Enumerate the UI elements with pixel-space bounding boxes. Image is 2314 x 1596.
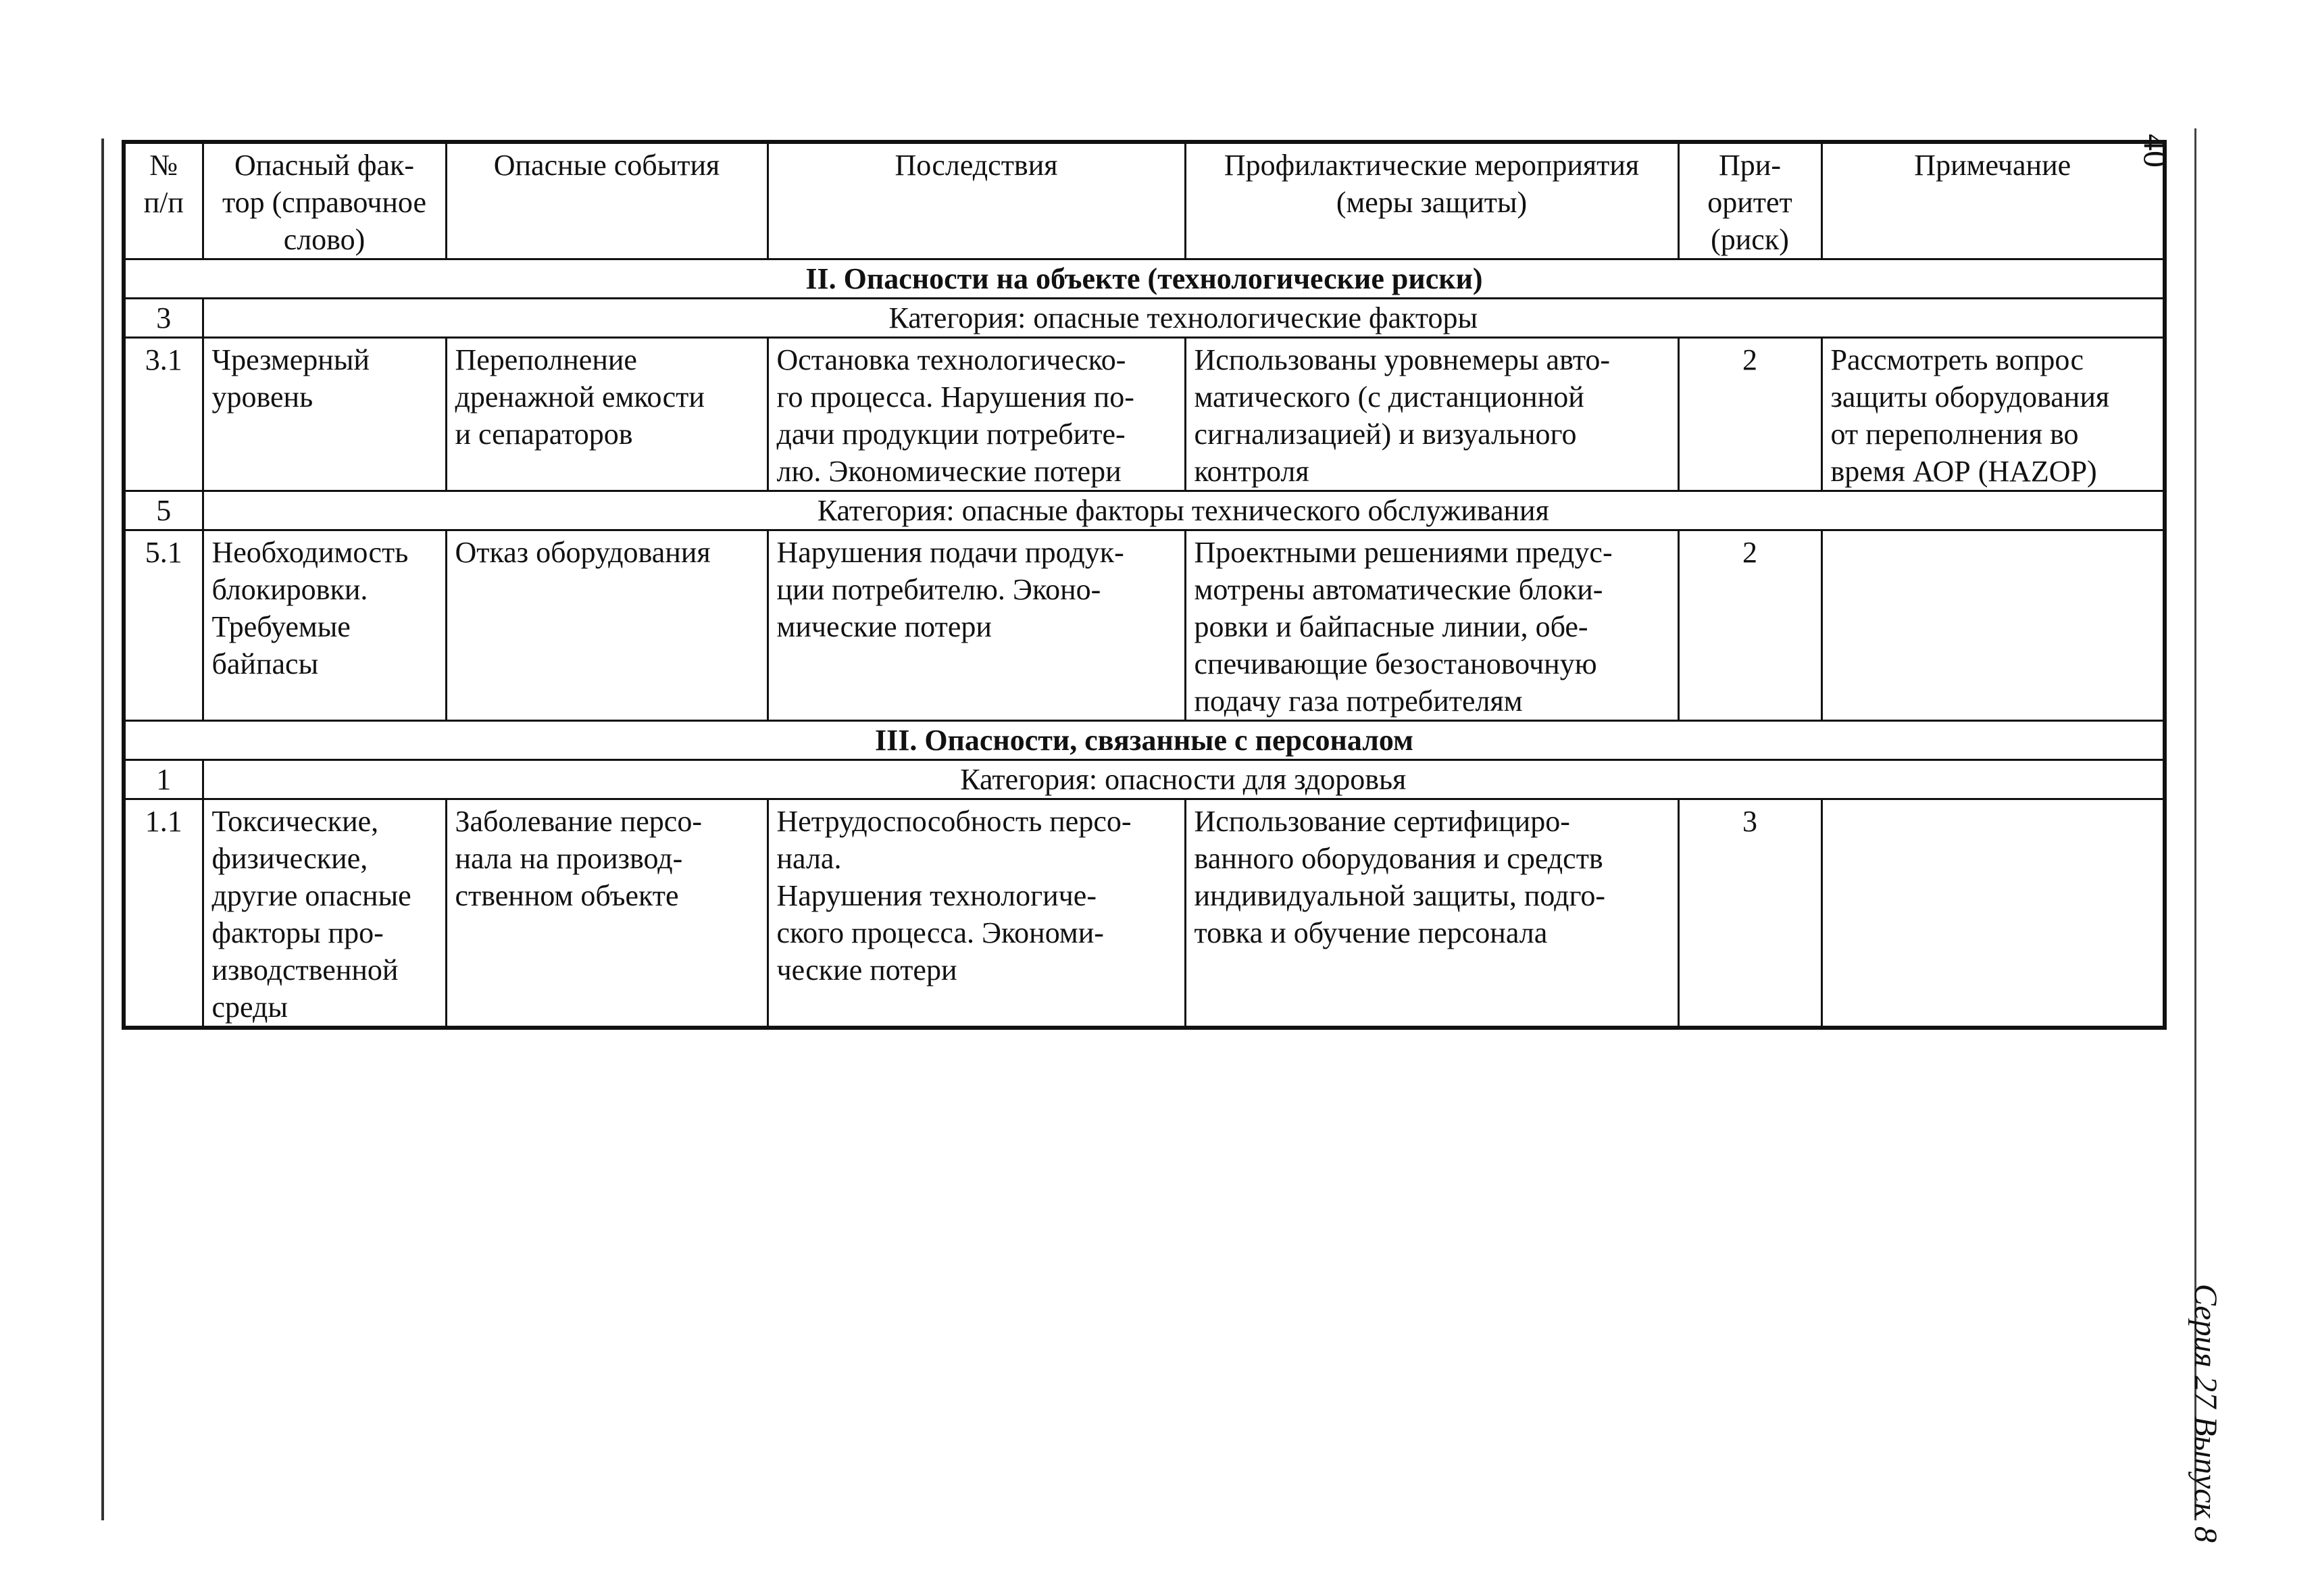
cell-line: подачу газа потребителям [1194, 684, 1523, 718]
cell-line: ровки и байпасные линии, обе- [1194, 610, 1588, 643]
cell-line: дачи продукции потребите- [776, 418, 1126, 451]
cell-line: ственном объекте [455, 879, 679, 912]
category-number: 5 [124, 491, 203, 530]
cell-line: защиты оборудования [1830, 380, 2110, 414]
cell-line: от переполнения во [1830, 418, 2079, 451]
row-measures [1185, 799, 1678, 1028]
cell-line: Переполнение [455, 343, 637, 376]
row-events [446, 799, 768, 1028]
section-row [124, 259, 2165, 299]
row-factor [203, 530, 446, 721]
cell-line: изводственной [211, 953, 399, 987]
cell-line: матического (с дистанционной [1194, 380, 1584, 414]
header-note [1821, 142, 2165, 259]
row-consequences [768, 338, 1185, 491]
cell-line: время АОР (HAZOP) [1830, 455, 2097, 488]
header-priority-line: При- [1719, 149, 1781, 182]
section-row [124, 721, 2165, 760]
table-row [124, 799, 2165, 1028]
cell-line: факторы про- [211, 916, 384, 949]
cell-line: ского процесса. Экономи- [776, 916, 1104, 949]
row-number: 1.1 [124, 799, 203, 1028]
header-events [446, 142, 768, 259]
cell-line: ции потребителю. Эконо- [776, 573, 1101, 606]
series-label: Серия 27 Выпуск 8 [2188, 1284, 2223, 1543]
cell-line: среды [211, 991, 288, 1024]
header-measures-line: (меры защиты) [1336, 186, 1528, 219]
row-consequences [768, 530, 1185, 721]
page-number: 40 [2137, 134, 2175, 168]
category-row [124, 299, 2165, 338]
row-factor [203, 799, 446, 1028]
row-note [1821, 338, 2165, 491]
cell-line: мические потери [776, 610, 992, 643]
row-number: 5.1 [124, 530, 203, 721]
header-row [124, 142, 2165, 259]
row-measures [1185, 338, 1678, 491]
row-priority: 2 [1678, 338, 1821, 491]
header-number [124, 142, 203, 259]
cell-line: Токсические, [211, 805, 379, 838]
cell-line: дренажной емкости [455, 380, 705, 414]
cell-line: Чрезмерный [211, 343, 370, 376]
hazard-table [122, 140, 2167, 1030]
cell-line: индивидуальной защиты, подго- [1194, 879, 1606, 912]
cell-line: физические, [211, 842, 368, 875]
header-priority [1678, 142, 1821, 259]
header-measures-line: Профилактические мероприятия [1224, 149, 1640, 182]
category-number: 1 [124, 760, 203, 799]
cell-line: нала. [776, 842, 842, 875]
cell-line: Отказ оборудования [455, 536, 711, 569]
cell-line: ванного оборудования и средств [1194, 842, 1603, 875]
category-title: Категория: опасные факторы технического обслуживания [203, 491, 2165, 530]
category-title: Категория: опасности для здоровья [203, 760, 2165, 799]
header-priority-line: (риск) [1711, 223, 1789, 256]
category-number: 3 [124, 299, 203, 338]
cell-line: ческие потери [776, 953, 957, 987]
cell-line: Необходимость [211, 536, 409, 569]
row-events [446, 530, 768, 721]
row-consequences [768, 799, 1185, 1028]
table-row [124, 530, 2165, 721]
cell-line: спечивающие безостановочную [1194, 647, 1597, 680]
row-priority: 3 [1678, 799, 1821, 1028]
cell-line: Нарушения технологиче- [776, 879, 1097, 912]
row-events [446, 338, 768, 491]
cell-line: другие опасные [211, 879, 411, 912]
category-title: Категория: опасные технологические факторы [203, 299, 2165, 338]
header-priority-line: оритет [1707, 186, 1792, 219]
table-row [124, 338, 2165, 491]
header-number-line: № [149, 149, 178, 182]
cell-line: Нарушения подачи продук- [776, 536, 1124, 569]
header-number-line: п/п [143, 186, 184, 219]
header-factor-line: слово) [283, 223, 366, 256]
cell-line: товка и обучение персонала [1194, 916, 1548, 949]
cell-line: Проектными решениями предус- [1194, 536, 1613, 569]
header-factor-line: Опасный фак- [234, 149, 415, 182]
cell-line: лю. Экономические потери [776, 455, 1122, 488]
header-consequences-line: Последствия [895, 149, 1058, 182]
cell-line: сигнализацией) и визуального [1194, 418, 1577, 451]
header-note-line: Примечание [1914, 149, 2071, 182]
category-row [124, 491, 2165, 530]
cell-line: го процесса. Нарушения по- [776, 380, 1134, 414]
cell-line: контроля [1194, 455, 1309, 488]
row-note [1821, 530, 2165, 721]
header-measures [1185, 142, 1678, 259]
row-number: 3.1 [124, 338, 203, 491]
section-title: II. Опасности на объекте (технологические риски) [124, 259, 2165, 299]
header-factor [203, 142, 446, 259]
cell-line: мотрены автоматические блоки- [1194, 573, 1603, 606]
cell-line: нала на производ- [455, 842, 683, 875]
row-measures [1185, 530, 1678, 721]
cell-line: Использованы уровнемеры авто- [1194, 343, 1611, 376]
row-note [1821, 799, 2165, 1028]
header-events-line: Опасные события [493, 149, 720, 182]
cell-line: Рассмотреть вопрос [1830, 343, 2084, 376]
cell-line: байпасы [211, 647, 319, 680]
cell-line: и сепараторов [455, 418, 633, 451]
header-consequences [768, 142, 1185, 259]
cell-line: Требуемые [211, 610, 351, 643]
category-row [124, 760, 2165, 799]
row-priority: 2 [1678, 530, 1821, 721]
cell-line: блокировки. [211, 573, 368, 606]
cell-line: Использование сертифициро- [1194, 805, 1570, 838]
section-title: III. Опасности, связанные с персоналом [124, 721, 2165, 760]
binding-margin-line [101, 139, 104, 1520]
row-factor [203, 338, 446, 491]
cell-line: Остановка технологическо- [776, 343, 1126, 376]
cell-line: уровень [211, 380, 313, 414]
cell-line: Заболевание персо- [455, 805, 702, 838]
header-factor-line: тор (справочное [222, 186, 426, 219]
cell-line: Нетрудоспособность персо- [776, 805, 1132, 838]
